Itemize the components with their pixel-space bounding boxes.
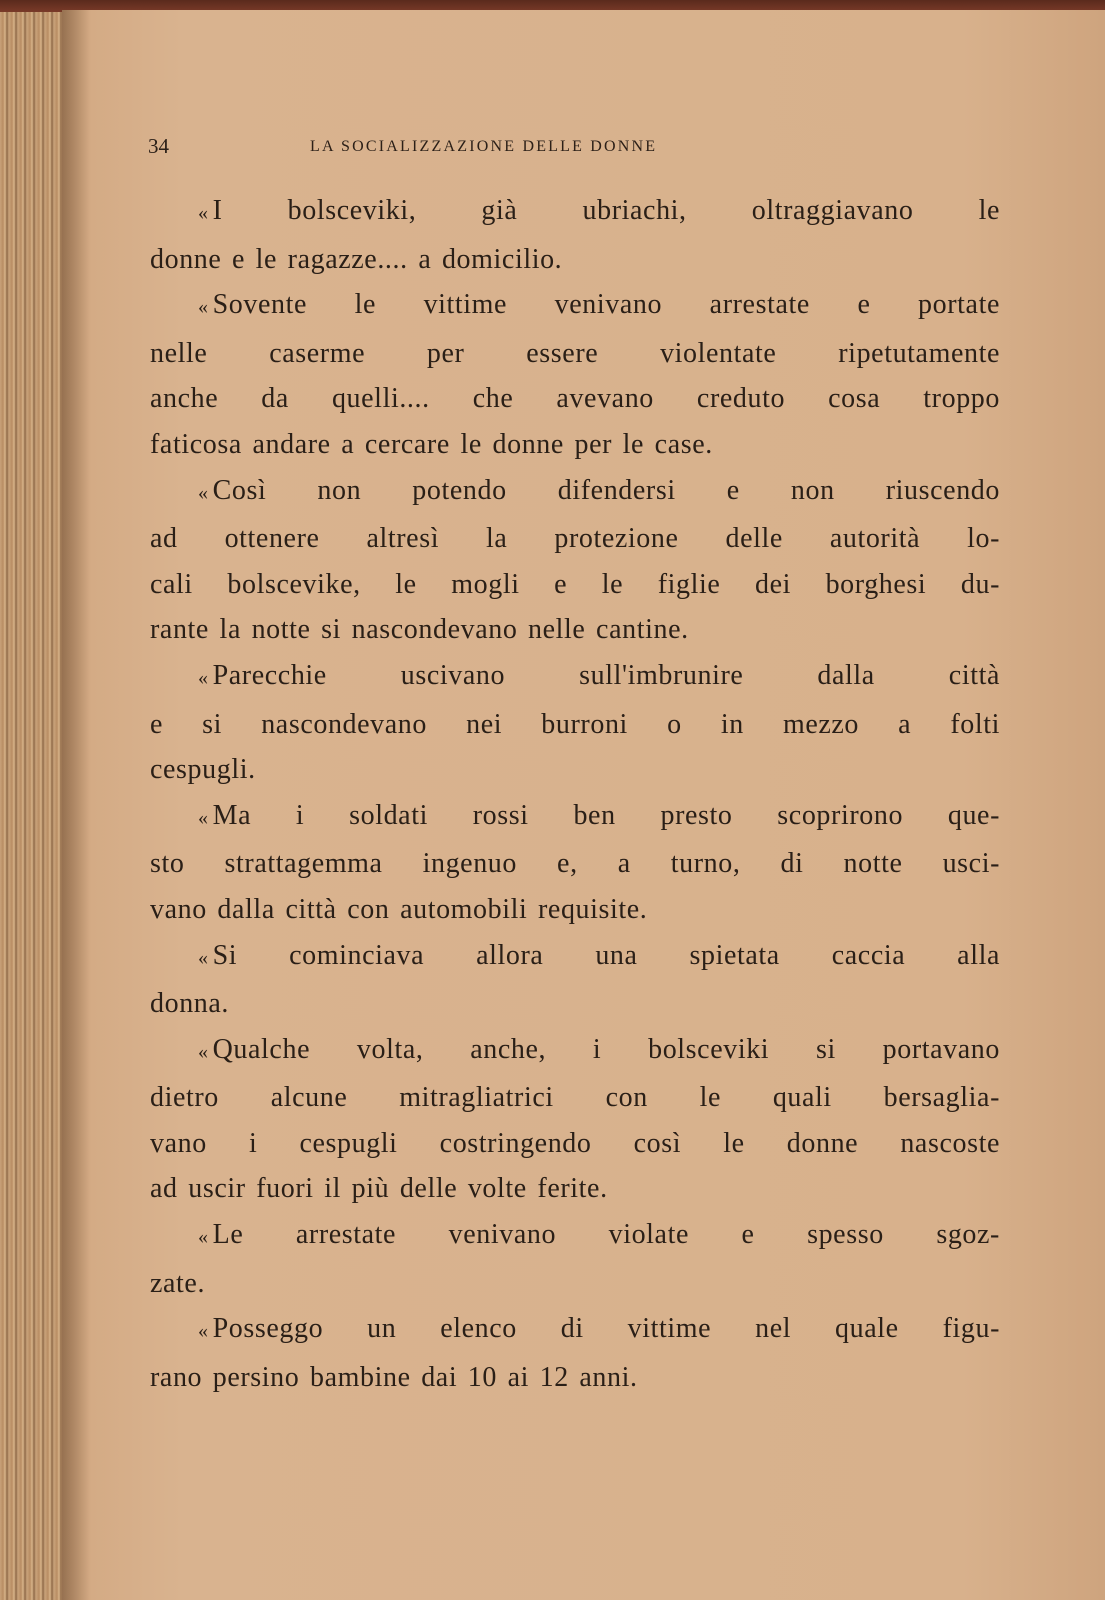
- text-line: [150, 702, 1000, 748]
- line-text: Sovente le vittime venivano arrestate e portate: [212, 289, 1000, 321]
- open-quote-mark: «: [198, 481, 209, 504]
- open-quote-mark: «: [198, 1226, 209, 1249]
- text-line: [150, 607, 1000, 653]
- text-line: [150, 237, 1000, 283]
- open-quote-mark: «: [198, 1320, 209, 1343]
- text-line: [150, 562, 1000, 608]
- line-text: nelle caserme per essere violentate ripetutamente: [150, 337, 1000, 369]
- line-text: Le arrestate venivano violate e spesso sgoz-: [212, 1219, 1000, 1251]
- open-quote-mark: «: [198, 1040, 209, 1063]
- text-line: [150, 981, 1000, 1027]
- line-text: donna.: [150, 988, 230, 1020]
- running-title: LA SOCIALIZZAZIONE DELLE DONNE: [310, 138, 658, 155]
- line-text: dietro alcune mitragliatrici con le quali bersaglia-: [150, 1082, 1000, 1114]
- line-text: Posseggo un elenco di vittime nel quale figu-: [212, 1313, 1000, 1345]
- line-text: anche da quelli.... che avevano creduto cosa troppo: [150, 383, 1000, 415]
- line-text: Così non potendo difendersi e non riuscendo: [212, 474, 1000, 506]
- text-line: [150, 1075, 1000, 1121]
- text-line: [150, 1121, 1000, 1167]
- line-text: Si cominciava allora una spietata caccia alla: [212, 939, 1000, 971]
- line-text: vano dalla città con automobili requisite.: [150, 893, 648, 925]
- open-quote-mark: «: [198, 666, 209, 689]
- text-line: [150, 887, 1000, 933]
- line-text: Ma i soldati rossi ben presto scoprirono que-: [212, 799, 1000, 831]
- text-line: [150, 793, 1000, 842]
- line-text: cali bolscevike, le mogli e le figlie dei borghesi du-: [150, 568, 1000, 600]
- text-line: [150, 1261, 1000, 1307]
- text-line: [150, 1306, 1000, 1355]
- line-text: vano i cespugli costringendo così le donne nascoste: [150, 1127, 1000, 1159]
- text-line: [150, 1166, 1000, 1212]
- line-text: faticosa andare a cercare le donne per le case.: [150, 428, 713, 460]
- text-line: [150, 1355, 1000, 1401]
- text-line: [150, 282, 1000, 331]
- text-line: [150, 747, 1000, 793]
- text-line: [150, 468, 1000, 517]
- text-line: [150, 1027, 1000, 1076]
- line-text: zate.: [150, 1267, 206, 1299]
- line-text: Qualche volta, anche, i bolsceviki si portavano: [212, 1033, 1000, 1065]
- text-line: [150, 516, 1000, 562]
- line-text: ad ottenere altresì la protezione delle autorità lo-: [150, 523, 1000, 555]
- line-text: ad uscir fuori il più delle volte ferite.: [150, 1173, 608, 1205]
- text-line: [150, 422, 1000, 468]
- line-text: donne e le ragazze.... a domicilio.: [150, 243, 563, 275]
- book-spine-edge: [0, 0, 62, 1600]
- line-text: rante la notte si nascondevano nelle cantine.: [150, 614, 689, 646]
- text-line: [150, 841, 1000, 887]
- body-text: [150, 188, 1000, 1400]
- line-text: cespugli.: [150, 754, 256, 786]
- open-quote-mark: «: [198, 296, 209, 319]
- line-text: I bolsceviki, già ubriachi, oltraggiavano le: [212, 195, 1000, 226]
- line-text: Parecchie uscivano sull'imbrunire dalla città: [212, 659, 1000, 691]
- line-text: rano persino bambine dai 10 ai 12 anni.: [150, 1361, 638, 1393]
- text-line: [150, 188, 1000, 237]
- gutter-shadow: [62, 10, 90, 1600]
- text-line: [150, 1212, 1000, 1261]
- text-line: [150, 933, 1000, 982]
- text-line: [150, 376, 1000, 422]
- line-text: sto strattagemma ingenuo e, a turno, di notte usci-: [150, 848, 1000, 880]
- open-quote-mark: «: [198, 202, 209, 224]
- open-quote-mark: «: [198, 806, 209, 829]
- page-number: 34: [148, 134, 169, 158]
- line-text: e si nascondevano nei burroni o in mezzo a folti: [150, 708, 1000, 740]
- text-line: [150, 653, 1000, 702]
- text-line: [150, 331, 1000, 377]
- open-quote-mark: «: [198, 946, 209, 969]
